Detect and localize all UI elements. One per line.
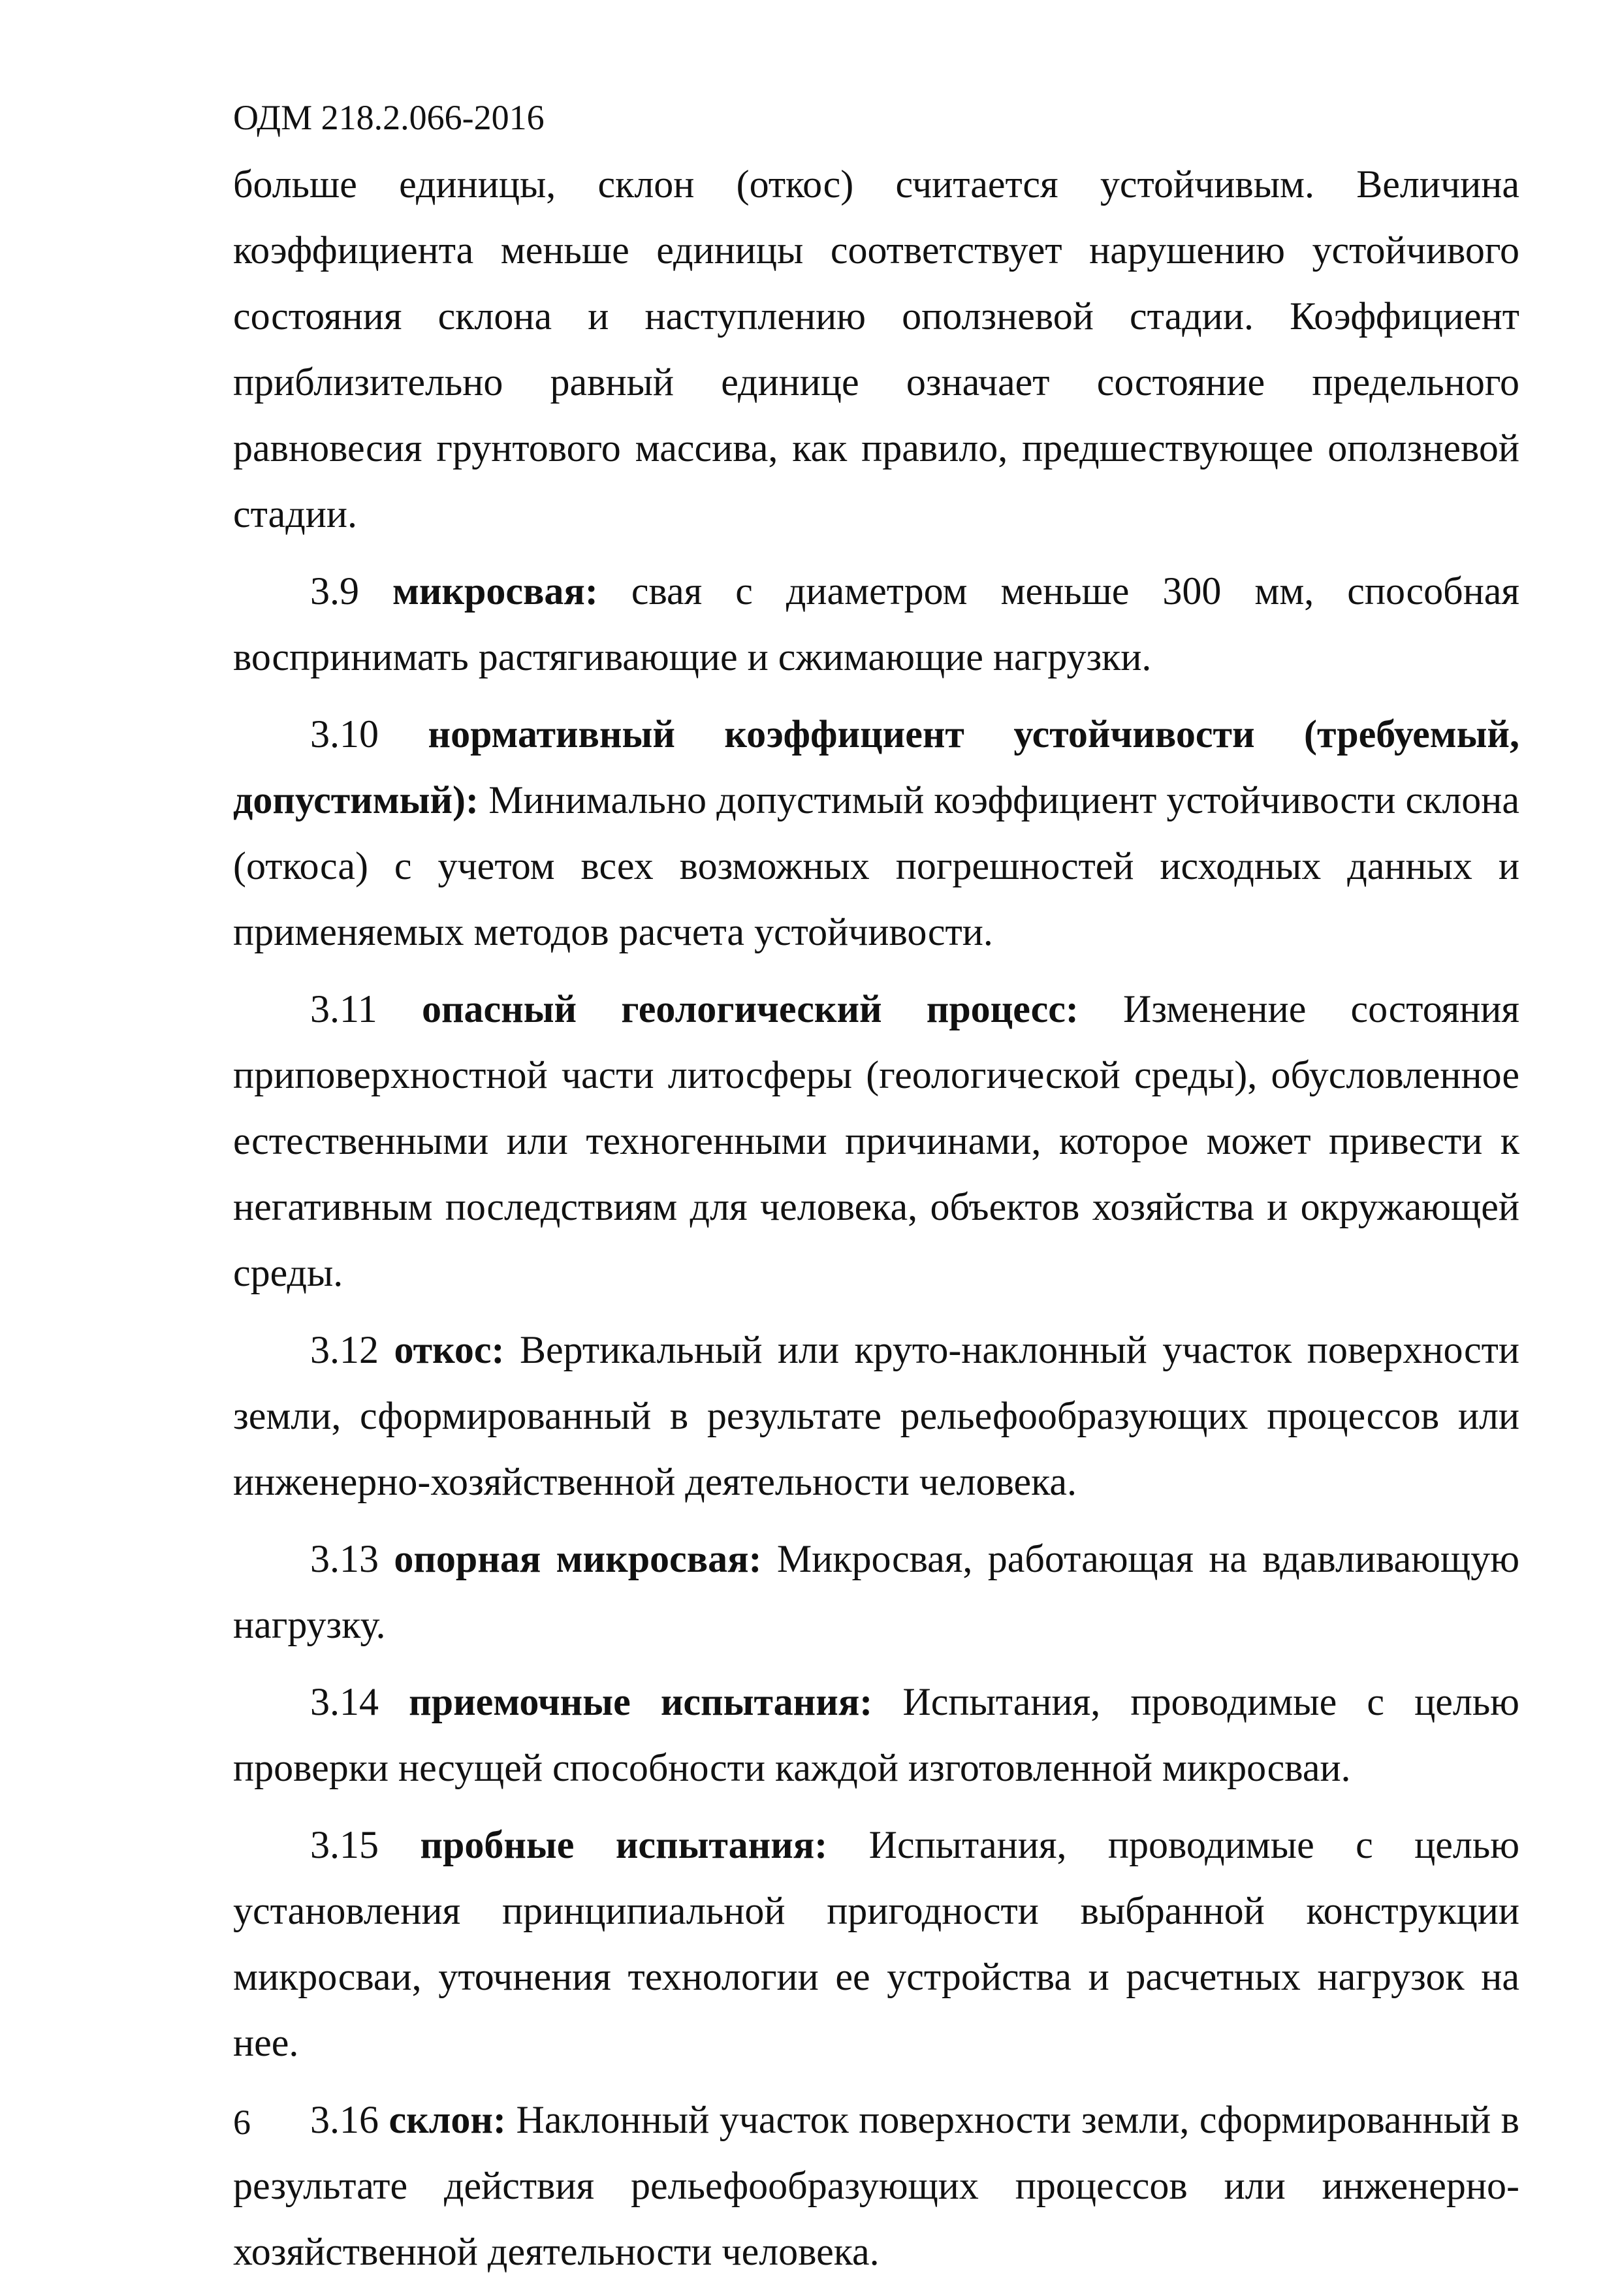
definition-text: Микросвая, работающая на вдавливающую нагрузку. bbox=[233, 1537, 1520, 1646]
definition-3-12 bbox=[233, 1317, 1519, 1515]
definition-term: приемочные испытания: bbox=[409, 1680, 873, 1723]
definition-term: опорная микросвая: bbox=[394, 1537, 762, 1580]
definition-3-11 bbox=[233, 976, 1519, 1306]
definition-number: 3.10 bbox=[310, 712, 379, 756]
definition-text: Испытания, проводимые с целью установления принципиальной пригодности выбранной конструкции микросваи, уточнения технологии ее устройства и расчетных нагрузок на нее. bbox=[233, 1823, 1520, 2064]
definition-text: свая с диаметром меньше 300 мм, способная воспринимать растягивающие и сжимающие нагрузки. bbox=[233, 569, 1520, 678]
definition-3-13 bbox=[233, 1526, 1519, 1658]
definition-number: 3.12 bbox=[310, 1328, 379, 1371]
definition-term: микросвая: bbox=[392, 569, 598, 613]
definition-3-14 bbox=[233, 1669, 1519, 1801]
page-number: 6 bbox=[233, 2103, 251, 2142]
definition-term: опасный геологический процесс: bbox=[421, 987, 1079, 1030]
definition-term: нормативный коэффициент устойчивости (требуемый, допустимый): bbox=[233, 712, 1520, 821]
document-body bbox=[233, 151, 1519, 2296]
document-code-header: ОДМ 218.2.066-2016 bbox=[233, 98, 545, 137]
definition-number: 3.11 bbox=[310, 987, 377, 1030]
definition-3-9 bbox=[233, 558, 1519, 690]
continuation-paragraph: больше единицы, склон (откос) считается устойчивым. Величина коэффициента меньше единицы соответствует нарушению устойчивого состояния склона и наступлению оползневой стадии. Коэффициент приблизительно равный единице означает состояние предельного равновесия грунтового массива, как правило, предшествующее оползневой стадии. bbox=[233, 163, 1519, 535]
definition-number: 3.14 bbox=[310, 1680, 379, 1723]
definition-term: пробные испытания: bbox=[420, 1823, 828, 1866]
definition-text: Изменение состояния приповерхностной части литосферы (геологической среды), обусловленное естественными или техногенными причинами, которое может привести к негативным последствиям для человека, объектов хозяйства и окружающей среды. bbox=[233, 987, 1520, 1294]
definition-term: склон: bbox=[389, 2098, 506, 2141]
definition-text: Вертикальный или круто-наклонный участок поверхности земли, сформированный в результате рельефообразующих процессов или инженерно-хозяйственной деятельности человека. bbox=[233, 1328, 1519, 1503]
definition-number: 3.13 bbox=[310, 1537, 379, 1580]
definition-number: 3.9 bbox=[310, 569, 359, 613]
definition-text: Испытания, проводимые с целью проверки несущей способности каждой изготовленной микросваи. bbox=[233, 1680, 1519, 1789]
definition-3-16 bbox=[233, 2087, 1519, 2285]
definition-number: 3.16 bbox=[310, 2098, 379, 2141]
definition-3-15 bbox=[233, 1812, 1519, 2076]
definition-term: откос: bbox=[394, 1328, 505, 1371]
definition-text: Наклонный участок поверхности земли, сформированный в результате действия рельефообразующих процессов или инженерно-хозяйственной деятельности человека. bbox=[233, 2098, 1520, 2273]
definition-text: Минимально допустимый коэффициент устойчивости склона (откоса) с учетом всех возможных погрешностей исходных данных и применяемых методов расчета устойчивости. bbox=[233, 778, 1519, 953]
definition-3-10 bbox=[233, 701, 1519, 965]
definition-number: 3.15 bbox=[310, 1823, 379, 1866]
